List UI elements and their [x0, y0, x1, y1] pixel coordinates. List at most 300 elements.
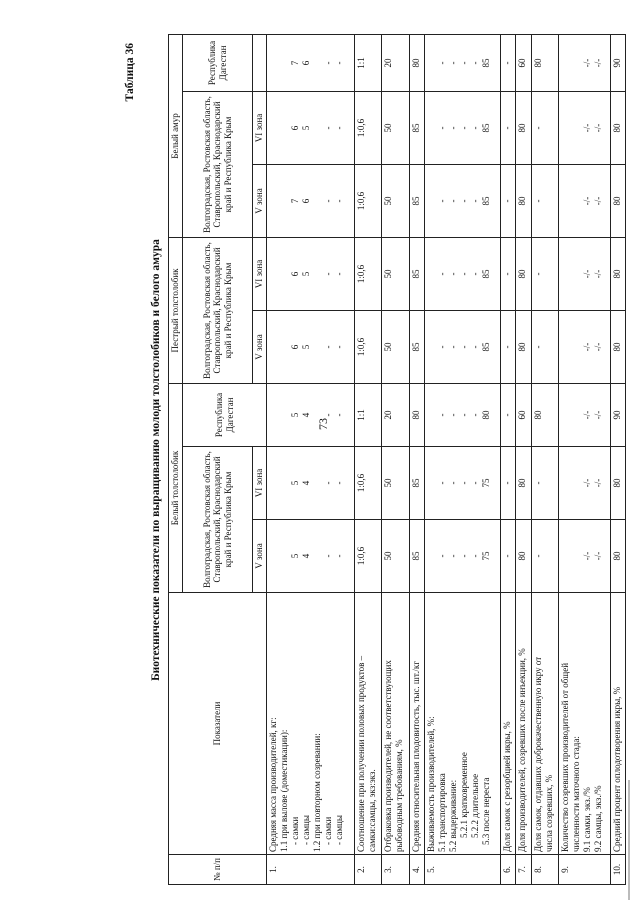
- value-cell: [425, 237, 501, 310]
- value-line: [312, 313, 323, 381]
- region-header: Волгоградская, Ростовская область, Ставропольский, Краснодарский край и Республика Крым: [183, 237, 253, 383]
- table-row: [516, 34, 531, 884]
- value-line: 5: [290, 480, 300, 486]
- value-cell: [382, 447, 409, 520]
- value-line: 85: [481, 342, 492, 352]
- value-line: [560, 167, 571, 235]
- indicator-line: 1.2 при повторном созревании:: [312, 733, 322, 852]
- value-line: -: [459, 61, 470, 65]
- value-line: -: [323, 345, 333, 349]
- value-line: 80: [517, 269, 528, 279]
- table-row: [500, 34, 515, 884]
- value-line: -: [448, 345, 459, 349]
- value-cell: [610, 34, 625, 91]
- value-line: -: [437, 61, 448, 65]
- row-number: 1.: [267, 855, 355, 885]
- row-number: 9.: [558, 855, 610, 885]
- indicator-line: рыбоводным требованиям, %: [394, 739, 405, 852]
- value-cell: [516, 311, 531, 384]
- value-line: -: [532, 345, 543, 349]
- value-line: [560, 94, 571, 162]
- value-line: [571, 37, 582, 89]
- value-cell: [354, 164, 381, 237]
- value-line: 60: [517, 58, 528, 68]
- value-line: -: [532, 199, 543, 203]
- value-line: 85: [410, 478, 421, 488]
- table-row: [409, 34, 424, 884]
- value-line: -: [334, 199, 344, 203]
- indicator-cell: [267, 593, 355, 855]
- value-line: -/-: [581, 123, 592, 133]
- value-line: [426, 94, 437, 162]
- value-line: [571, 240, 582, 308]
- indicator-line: численности маточного стада:: [570, 736, 581, 852]
- value-cell: [409, 164, 424, 237]
- value-cell: [354, 91, 381, 164]
- indicator-cell: [354, 593, 381, 855]
- value-line: 4: [301, 412, 311, 418]
- indicator-line: Доля производителей, созревших после инъекции, %: [517, 648, 528, 852]
- value-cell: [354, 311, 381, 384]
- col-num-header: № п/п: [169, 855, 267, 885]
- value-line: -/-: [592, 478, 603, 488]
- value-cell: [531, 34, 558, 91]
- value-line: -/-: [592, 196, 603, 206]
- value-line: 60: [517, 410, 528, 420]
- page-number: 73: [316, 418, 330, 430]
- value-cell: [516, 447, 531, 520]
- value-line: 80: [517, 123, 528, 133]
- value-line: [268, 386, 279, 444]
- value-cell: [409, 34, 424, 91]
- value-line: -: [437, 413, 448, 417]
- value-line: [560, 386, 571, 444]
- value-cell: [425, 34, 501, 91]
- value-cell: [558, 520, 610, 593]
- value-line: -: [334, 345, 344, 349]
- value-cell: [610, 237, 625, 310]
- value-line: -: [470, 481, 481, 485]
- value-line: 80: [410, 410, 421, 420]
- value-line: -: [501, 61, 512, 65]
- value-line: [279, 94, 290, 162]
- value-line: -: [448, 413, 459, 417]
- value-line: 90: [611, 410, 622, 420]
- indicator-cell: [531, 593, 558, 855]
- indicator-line: Средний процент оплодотворения икры, %: [611, 686, 622, 852]
- col-indicator-header: Показатели: [169, 593, 267, 855]
- value-line: [312, 167, 323, 235]
- indicator-line: числа созревших, %: [543, 774, 554, 852]
- value-line: -: [323, 126, 333, 130]
- value-cell: [382, 164, 409, 237]
- value-line: -: [437, 126, 448, 130]
- zone-header: VI зона: [253, 237, 267, 310]
- value-line: -: [470, 199, 481, 203]
- value-line: -: [437, 554, 448, 558]
- value-line: 1:0,6: [355, 546, 366, 566]
- row-number: 10.: [610, 855, 625, 885]
- table-label: Таблица 36: [124, 43, 136, 102]
- indicator-line: Средняя относительная плодовитость, тыс. шт./кг: [410, 661, 421, 852]
- value-line: [268, 449, 279, 517]
- value-line: [279, 37, 290, 89]
- value-line: -: [459, 554, 470, 558]
- row-number: 5.: [425, 855, 501, 885]
- value-line: -: [448, 61, 459, 65]
- value-line: 80: [517, 551, 528, 561]
- value-line: -: [334, 481, 344, 485]
- row-number: 7.: [516, 855, 531, 885]
- value-line: [268, 313, 279, 381]
- value-line: -: [437, 481, 448, 485]
- value-cell: [531, 237, 558, 310]
- indicator-line: - самки: [323, 816, 333, 845]
- value-line: 80: [611, 551, 622, 561]
- value-line: 50: [383, 196, 394, 206]
- value-cell: [516, 384, 531, 447]
- value-line: [426, 240, 437, 308]
- value-line: [268, 37, 279, 89]
- value-line: -: [437, 345, 448, 349]
- value-line: [312, 386, 323, 444]
- value-line: -: [501, 413, 512, 417]
- value-line: [426, 167, 437, 235]
- value-line: 4: [301, 480, 311, 486]
- value-cell: [382, 384, 409, 447]
- value-cell: [500, 447, 515, 520]
- value-line: 5: [290, 553, 300, 559]
- value-line: 50: [383, 123, 394, 133]
- value-line: 20: [383, 410, 394, 420]
- value-line: -: [501, 199, 512, 203]
- value-cell: [354, 384, 381, 447]
- table-row: [354, 34, 381, 884]
- value-cell: [531, 520, 558, 593]
- value-line: [426, 449, 437, 517]
- value-line: [560, 240, 571, 308]
- value-line: [279, 167, 290, 235]
- value-cell: [267, 520, 355, 593]
- value-line: [279, 386, 290, 444]
- value-cell: [500, 384, 515, 447]
- value-cell: [610, 91, 625, 164]
- indicator-line: 9.2 самцы, экз./%: [592, 785, 603, 852]
- region-header: Республика Дагестан: [183, 384, 267, 447]
- value-line: [279, 240, 290, 308]
- value-line: -: [459, 345, 470, 349]
- value-line: -: [323, 413, 333, 417]
- value-line: -/-: [592, 551, 603, 561]
- value-cell: [558, 384, 610, 447]
- value-cell: [558, 311, 610, 384]
- value-cell: [516, 34, 531, 91]
- row-number: 4.: [409, 855, 424, 885]
- zone-header: V зона: [253, 164, 267, 237]
- value-line: 50: [383, 269, 394, 279]
- value-line: 50: [383, 551, 394, 561]
- value-line: -: [334, 61, 344, 65]
- value-cell: [382, 311, 409, 384]
- value-line: -: [470, 61, 481, 65]
- value-cell: [558, 91, 610, 164]
- indicator-cell: [425, 593, 501, 855]
- value-line: -/-: [581, 551, 592, 561]
- table-row: [610, 34, 625, 884]
- value-line: -: [501, 554, 512, 558]
- value-cell: [267, 34, 355, 91]
- value-line: 50: [383, 478, 394, 488]
- value-line: 80: [517, 478, 528, 488]
- value-line: 1:1: [355, 57, 366, 69]
- value-line: -: [437, 272, 448, 276]
- region-header: Волгоградская, Ростовская область, Ставропольский, Краснодарский край и Республика Крым: [183, 447, 253, 593]
- value-line: -/-: [581, 410, 592, 420]
- value-cell: [531, 384, 558, 447]
- value-cell: [500, 237, 515, 310]
- value-line: -: [459, 413, 470, 417]
- value-line: 50: [383, 342, 394, 352]
- value-cell: [354, 447, 381, 520]
- value-cell: [409, 384, 424, 447]
- value-line: -: [459, 199, 470, 203]
- value-line: [426, 313, 437, 381]
- region-header: Волгоградская, Ростовская область, Ставропольский, Краснодарский край и Республика Крым: [183, 91, 253, 237]
- value-line: 85: [410, 123, 421, 133]
- value-line: -: [334, 554, 344, 558]
- value-line: [268, 240, 279, 308]
- indicator-cell: [516, 593, 531, 855]
- value-line: 80: [410, 58, 421, 68]
- value-cell: [354, 520, 381, 593]
- value-line: -: [448, 199, 459, 203]
- value-line: -: [448, 126, 459, 130]
- value-line: 80: [517, 342, 528, 352]
- value-line: [560, 449, 571, 517]
- value-line: [312, 94, 323, 162]
- indicator-line: Выживаемость производителей, %:: [426, 716, 437, 852]
- value-line: -: [448, 554, 459, 558]
- value-line: -/-: [581, 269, 592, 279]
- value-line: 80: [481, 410, 492, 420]
- value-cell: [409, 311, 424, 384]
- value-line: -: [459, 126, 470, 130]
- value-line: 80: [517, 196, 528, 206]
- table-row: [425, 34, 501, 884]
- value-line: -/-: [592, 410, 603, 420]
- value-line: -: [470, 345, 481, 349]
- value-cell: [500, 91, 515, 164]
- value-cell: [382, 237, 409, 310]
- value-cell: [354, 34, 381, 91]
- value-line: 5: [301, 125, 311, 131]
- value-line: [571, 386, 582, 444]
- value-line: 80: [611, 269, 622, 279]
- value-line: -/-: [581, 342, 592, 352]
- indicator-line: Средняя масса производителей, кг:: [268, 717, 278, 852]
- value-cell: [425, 447, 501, 520]
- value-line: [279, 449, 290, 517]
- value-cell: [531, 311, 558, 384]
- value-cell: [382, 520, 409, 593]
- value-line: 80: [611, 342, 622, 352]
- indicator-cell: [500, 593, 515, 855]
- value-line: 85: [410, 269, 421, 279]
- value-line: [560, 37, 571, 89]
- indicator-line: Соотношение при получении половых продуктов –: [355, 655, 366, 852]
- value-line: 1:0,6: [355, 118, 366, 138]
- value-cell: [500, 164, 515, 237]
- row-number: 2.: [354, 855, 381, 885]
- value-line: -: [448, 481, 459, 485]
- table-row: [558, 34, 610, 884]
- value-line: -/-: [581, 58, 592, 68]
- value-cell: [558, 164, 610, 237]
- value-line: 6: [301, 198, 311, 204]
- value-line: 5: [301, 344, 311, 350]
- value-cell: [382, 34, 409, 91]
- value-line: 85: [410, 551, 421, 561]
- table-body: [267, 34, 626, 884]
- table-row: [267, 34, 355, 884]
- scan-edge: [628, 780, 630, 900]
- value-cell: [610, 520, 625, 593]
- indicator-line: 5.2.2 длительное: [470, 773, 481, 838]
- species-header: Белый толстолобик: [169, 384, 183, 593]
- value-line: [268, 94, 279, 162]
- value-cell: [610, 384, 625, 447]
- indicator-line: - самцы: [301, 815, 311, 845]
- value-line: -: [470, 272, 481, 276]
- data-table: [168, 34, 626, 885]
- zone-header: VI зона: [253, 447, 267, 520]
- value-line: [268, 167, 279, 235]
- value-line: -: [448, 272, 459, 276]
- value-cell: [267, 91, 355, 164]
- value-line: 75: [481, 478, 492, 488]
- indicator-line: 5.2 выдерживание:: [448, 779, 459, 852]
- indicator-cell: [558, 593, 610, 855]
- value-line: -: [459, 272, 470, 276]
- value-line: -/-: [592, 269, 603, 279]
- value-line: 85: [481, 123, 492, 133]
- value-line: [571, 522, 582, 590]
- value-cell: [516, 164, 531, 237]
- value-line: -: [323, 199, 333, 203]
- region-header: Республика Дагестан: [183, 34, 253, 91]
- zone-header: V зона: [253, 311, 267, 384]
- indicator-line: 1.1 при вылове (доместикации):: [279, 729, 289, 852]
- value-line: -: [532, 126, 543, 130]
- value-line: [312, 449, 323, 517]
- value-cell: [531, 91, 558, 164]
- value-line: 1:1: [355, 409, 366, 421]
- value-line: 75: [481, 551, 492, 561]
- value-line: [312, 37, 323, 89]
- value-cell: [382, 91, 409, 164]
- indicator-line: Доля самок с резорбцией икры, %: [501, 721, 512, 852]
- value-line: 80: [532, 410, 543, 420]
- value-line: [279, 313, 290, 381]
- value-cell: [500, 34, 515, 91]
- value-line: 80: [532, 58, 543, 68]
- value-line: -: [501, 272, 512, 276]
- table-title: Биотехнические показатели по выращиванию молоди толстолобиков и белого амура: [150, 239, 162, 681]
- value-line: [560, 313, 571, 381]
- value-cell: [425, 164, 501, 237]
- value-line: 6: [290, 344, 300, 350]
- value-cell: [531, 164, 558, 237]
- value-line: [571, 94, 582, 162]
- value-line: 1:0,6: [355, 473, 366, 493]
- value-line: -: [323, 554, 333, 558]
- value-line: -: [532, 554, 543, 558]
- indicator-cell: [382, 593, 409, 855]
- value-line: -/-: [592, 123, 603, 133]
- value-cell: [558, 447, 610, 520]
- indicator-line: Доля самок, отдавших доброкачественную икру от: [532, 656, 543, 852]
- value-line: [571, 449, 582, 517]
- zone-header: VI зона: [253, 91, 267, 164]
- value-line: 80: [611, 196, 622, 206]
- table-row: [382, 34, 409, 884]
- value-cell: [516, 91, 531, 164]
- indicator-line: 5.1 транспортировка: [437, 773, 448, 852]
- value-line: -: [323, 61, 333, 65]
- value-line: 6: [301, 60, 311, 66]
- value-line: 85: [481, 196, 492, 206]
- value-line: -: [437, 199, 448, 203]
- value-cell: [354, 237, 381, 310]
- value-cell: [409, 91, 424, 164]
- row-number: 6.: [500, 855, 515, 885]
- value-cell: [425, 311, 501, 384]
- value-cell: [516, 520, 531, 593]
- indicator-line: 5.3 после нереста: [481, 777, 492, 845]
- indicator-line: Количество созревших производителей от общей: [559, 662, 570, 852]
- row-number: 8.: [531, 855, 558, 885]
- value-line: 6: [290, 125, 300, 131]
- value-line: -: [334, 413, 344, 417]
- value-line: 80: [611, 478, 622, 488]
- value-line: -/-: [592, 342, 603, 352]
- value-line: 4: [301, 553, 311, 559]
- value-line: -: [501, 126, 512, 130]
- value-line: [571, 313, 582, 381]
- value-line: 90: [611, 58, 622, 68]
- value-cell: [610, 164, 625, 237]
- value-line: 85: [410, 196, 421, 206]
- value-line: -: [459, 481, 470, 485]
- value-line: -: [470, 126, 481, 130]
- value-line: [312, 522, 323, 590]
- table-row: [531, 34, 558, 884]
- indicator-line: - самки: [290, 816, 300, 845]
- value-cell: [267, 237, 355, 310]
- value-line: 5: [290, 412, 300, 418]
- indicator-line: Отбраковка производителей, не соответствующих: [383, 660, 394, 852]
- value-line: -: [532, 272, 543, 276]
- value-line: 85: [481, 58, 492, 68]
- value-line: -: [470, 554, 481, 558]
- value-line: 80: [611, 123, 622, 133]
- value-line: -: [501, 481, 512, 485]
- value-cell: [500, 311, 515, 384]
- value-line: [426, 37, 437, 89]
- value-cell: [558, 237, 610, 310]
- indicator-line: самки:самцы, экз:экз.: [366, 769, 377, 852]
- value-line: [571, 167, 582, 235]
